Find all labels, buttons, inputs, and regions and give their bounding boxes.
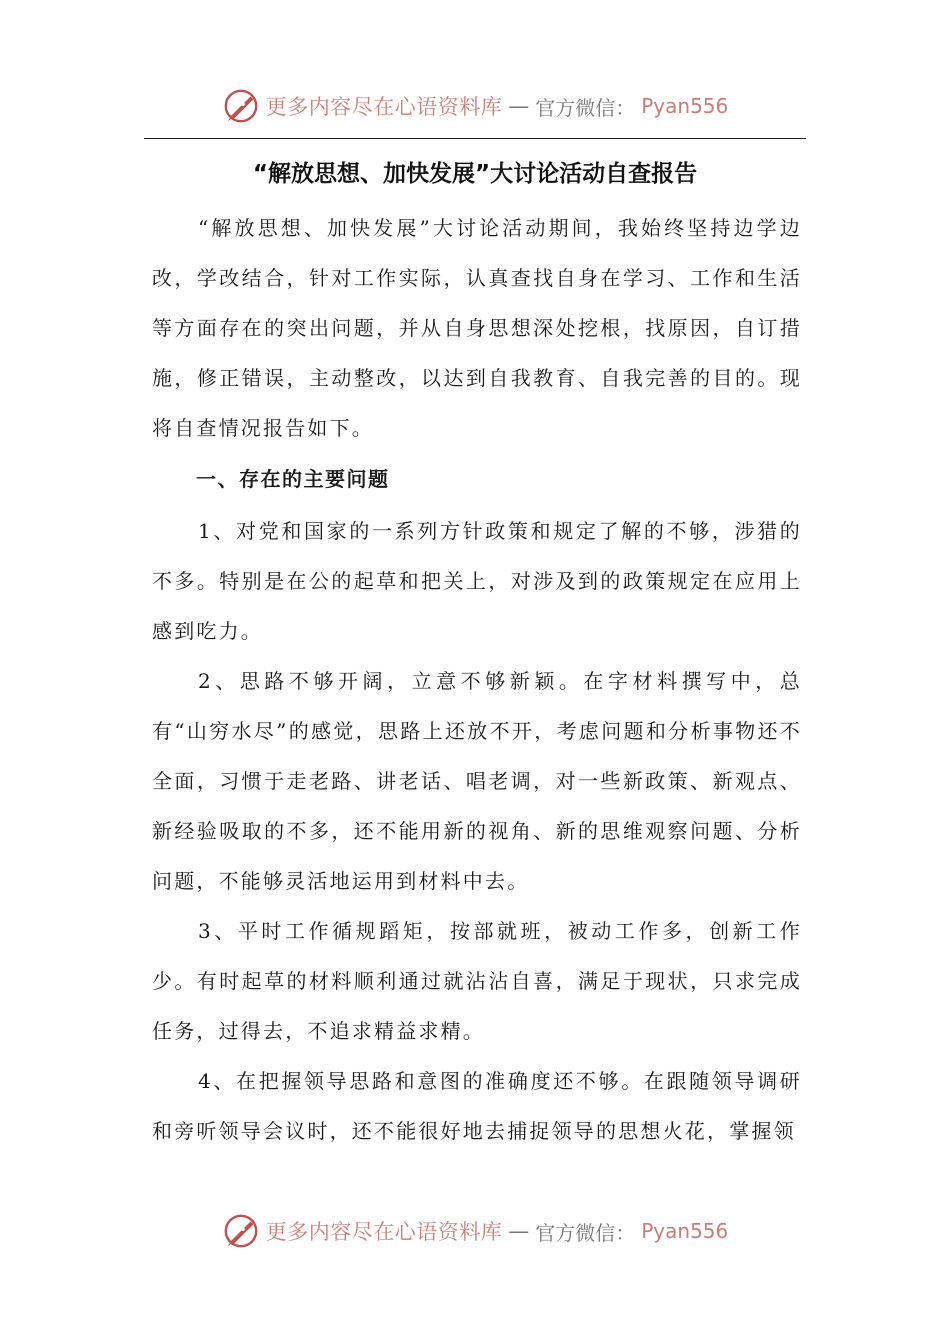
problem-item-1: 1、对党和国家的一系列方针政策和规定了解的不够，涉猎的不多。特别是在公的起草和把关上，对涉及到的政策规定在应用上感到吃力。 xyxy=(152,519,802,643)
watermark-text: 更多内容尽在心语资料库 xyxy=(265,95,503,119)
document-title: “解放思想、加快发展”大讨论活动自查报告 xyxy=(252,161,698,187)
pen-nib-logo-icon xyxy=(222,1212,260,1250)
watermark-text: 更多内容尽在心语资料库 xyxy=(265,1220,503,1244)
watermark-footer xyxy=(0,1209,950,1253)
header-rule xyxy=(144,138,806,139)
pen-nib-logo-icon xyxy=(222,87,260,125)
watermark-wechat-id: Pyan556 xyxy=(641,1219,729,1243)
problem-item-4: 4、在把握领导思路和意图的准确度还不够。在跟随领导调研和旁听领导会议时，还不能很好地去捕捉领导的思想火花，掌握领 xyxy=(152,1069,802,1143)
watermark-label: 官方微信： xyxy=(535,1220,636,1245)
problem-item-2: 2、思路不够开阔，立意不够新颖。在字材料撰写中，总有“山穷水尽”的感觉，思路上还放不开，考虑问题和分析事物还不全面，习惯于走老路、讲老话、唱老调，对一些新政策、新观点、新经验吸取的不多，还不能用新的视角、新的思维观察问题、分析问题，不能够灵活地运用到材料中去。 xyxy=(152,669,802,893)
watermark-wechat-id: Pyan556 xyxy=(641,94,729,118)
section-heading: 一、存在的主要问题 xyxy=(196,467,390,491)
watermark-label: 官方微信： xyxy=(535,95,636,120)
problem-item-3: 3、平时工作循规蹈矩，按部就班，被动工作多，创新工作少。有时起草的材料顺利通过就沾沾自喜，满足于现状，只求完成任务，过得去，不追求精益求精。 xyxy=(152,919,802,1043)
watermark-header xyxy=(0,84,950,128)
document-body xyxy=(152,203,802,1156)
intro-paragraph: “解放思想、加快发展”大讨论活动期间，我始终坚持边学边改，学改结合，针对工作实际，认真查找自身在学习、工作和生活等方面存在的突出问题，并从自身思想深处挖根，找原因，自订措施，修正错误，主动整改，以达到自我教育、自我完善的目的。现将自查情况报告如下。 xyxy=(152,216,802,440)
watermark-dash: — xyxy=(508,1219,530,1243)
watermark-dash: — xyxy=(508,94,530,118)
